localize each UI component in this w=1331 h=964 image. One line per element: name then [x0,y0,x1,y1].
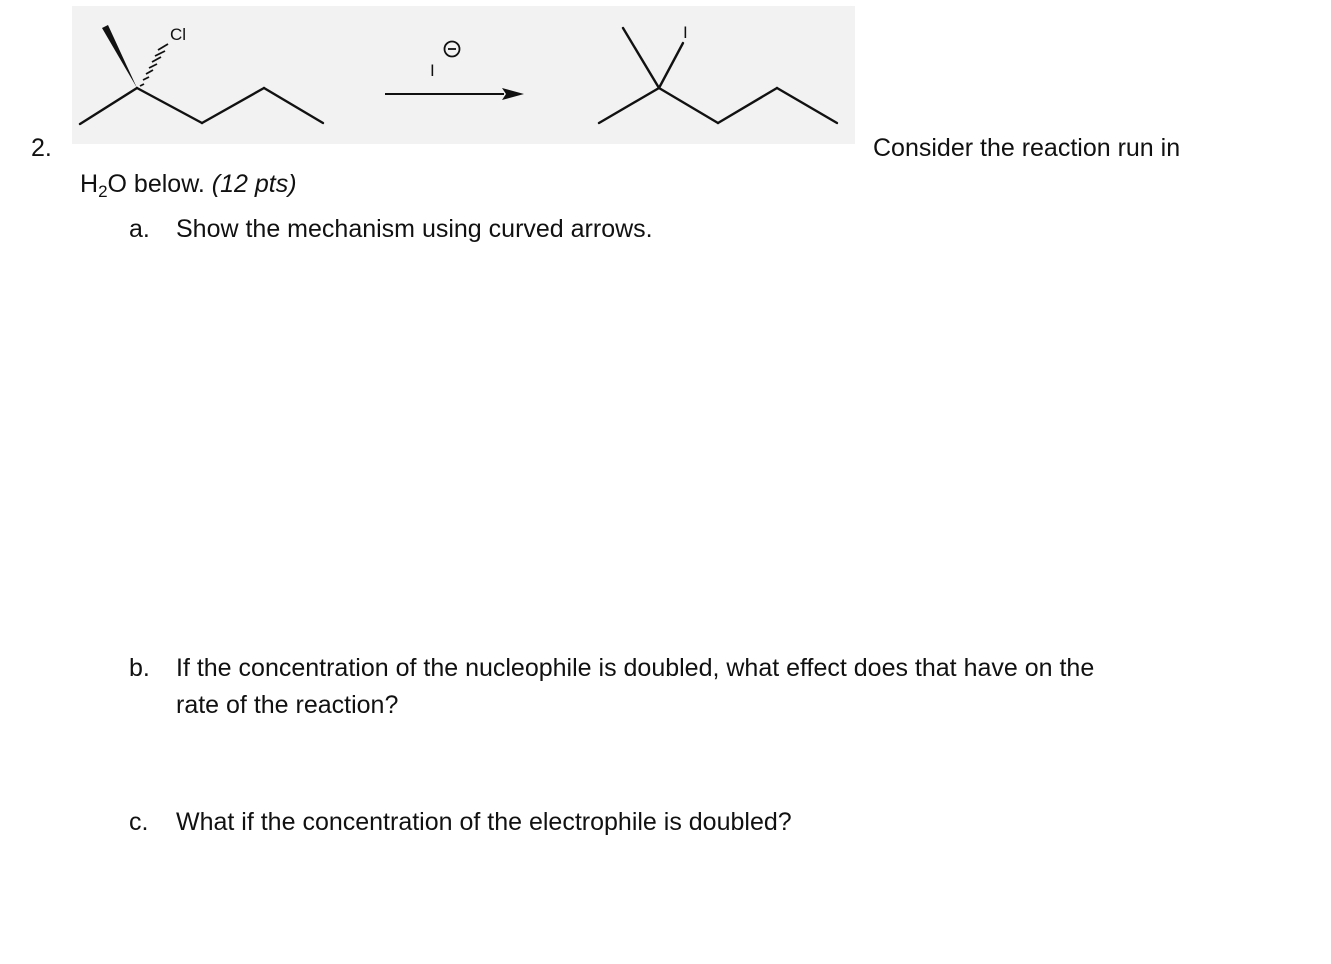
part-a-text: Show the mechanism using curved arrows. [176,215,653,243]
reaction-arrow-icon [385,88,524,100]
reaction-scheme-drawing [72,6,855,144]
question-points: (12 pts) [211,170,297,198]
reaction-scheme [72,6,855,144]
reagent-label: I [430,61,435,80]
product-bond-iodo [659,43,683,88]
product-bond-3 [718,88,777,123]
part-b-marker: b. [129,654,150,682]
reactant-leaving-group-label: Cl [170,25,187,44]
reactant-hash-bond [140,44,168,86]
reagent-charge-icon [445,42,460,57]
product-bond-4 [777,88,837,123]
reactant-bond-1 [137,88,202,123]
reactant-structure [80,88,323,124]
product-bond-methyl [623,28,659,88]
water-h: H [80,170,99,198]
reactant-bond-2 [202,88,264,123]
question-number: 2. [31,134,52,162]
part-a-marker: a. [129,215,150,243]
reactant-bond-methyl [80,88,137,124]
product-bond-2 [659,88,718,123]
question-intro-line2 [80,169,297,207]
part-c-marker: c. [129,808,149,836]
question-intro-line1: Consider the reaction run in [873,134,1181,162]
water-o-below: O below. [107,170,205,198]
product-structure [599,28,837,123]
part-b-text-line1: If the concentration of the nucleophile is doubled, what effect does that have on the [176,654,1095,682]
part-c-text: What if the concentration of the electrophile is doubled? [176,808,792,836]
water-subscript: 2 [98,182,108,201]
reactant-wedge-bond [102,25,137,88]
product-substituent-label: I [683,23,688,42]
reactant-bond-3 [264,88,323,123]
part-b-text-line2: rate of the reaction? [176,691,399,719]
product-bond-1 [599,88,659,123]
